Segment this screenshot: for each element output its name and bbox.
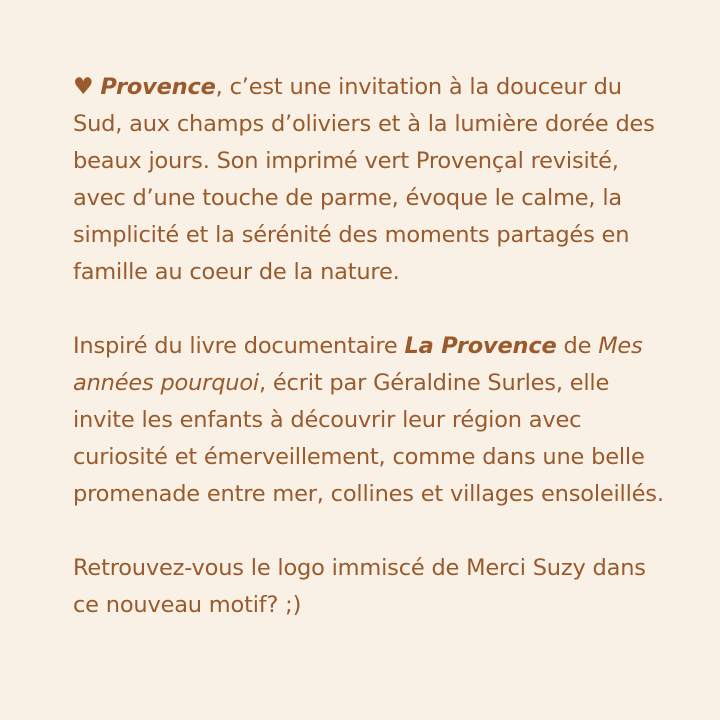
paragraph-logo [73,550,673,624]
heart-icon: ♥ [73,74,94,100]
series-title: Mes années pourquoi [73,333,643,396]
inspiration-text-c: , écrit par Géraldine Surles, elle invite les enfants à découvrir leur région avec curiosité et émerveillement, comme dans une belle promenade entre mer, collines et villages ensoleillés. [73,370,664,507]
intro-text: , c’est une invitation à la douceur du Sud, aux champs d’oliviers et à la lumière dorée des beaux jours. Son imprimé vert Provençal revisité, avec d’une touche de parme, évoque le calme, la simplicité et la sérénité des moments partagés en famille au coeur de la nature. [73,74,655,285]
paragraph-inspiration [73,328,673,513]
logo-text: Retrouvez-vous le logo immiscé de Merci Suzy dans ce nouveau motif? ;) [73,555,646,618]
paragraph-intro [73,69,673,291]
inspiration-text-b: de [556,333,599,359]
description-text [73,69,673,624]
inspiration-text-a: Inspiré du livre documentaire [73,333,405,359]
brand-name: Provence [100,74,216,100]
book-title: La Provence [404,333,557,359]
